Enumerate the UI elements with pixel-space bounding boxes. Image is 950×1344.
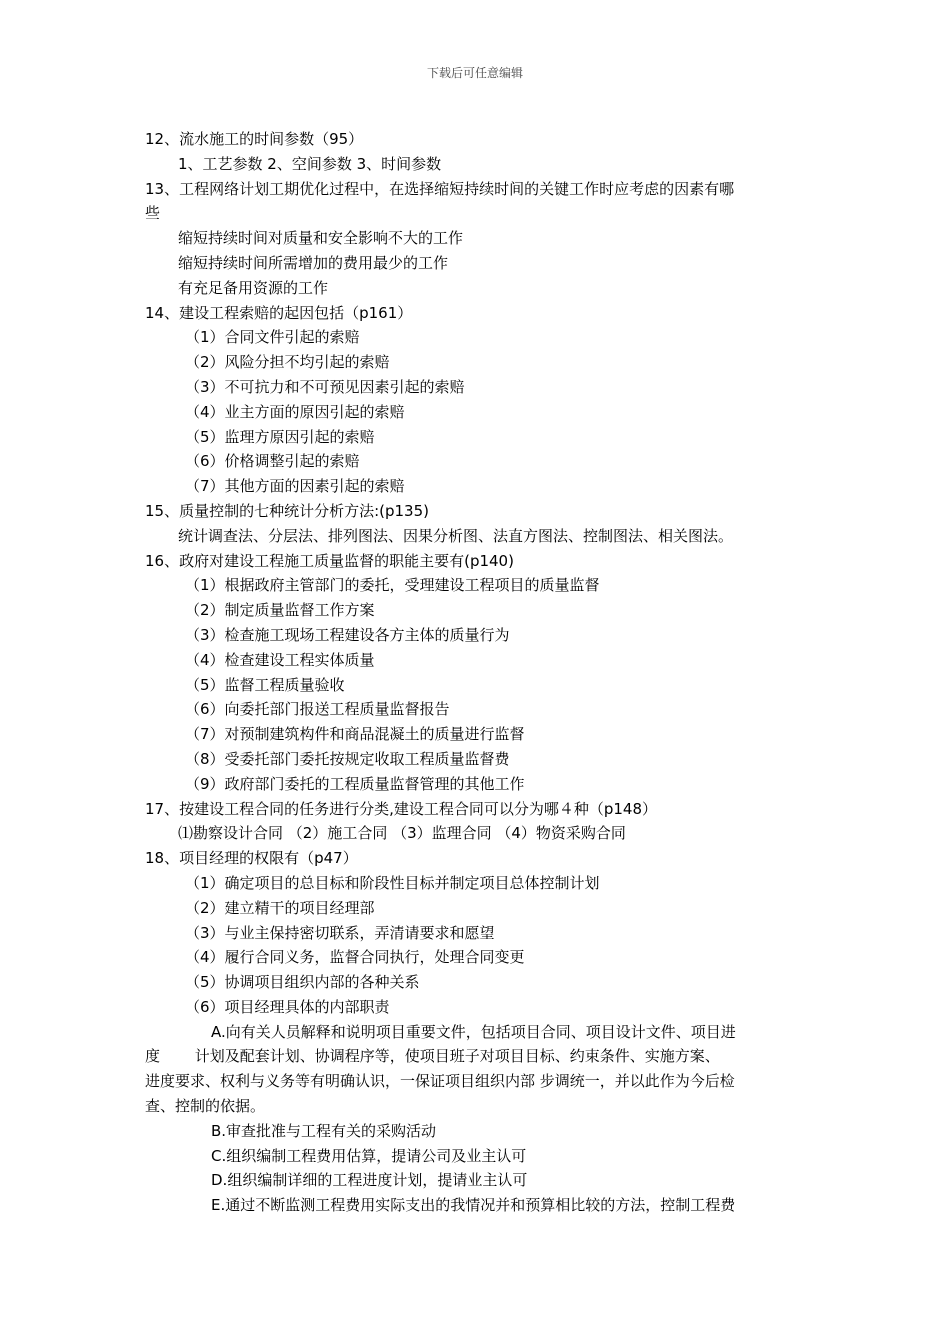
list-item: （3）不可抗力和不可预见因素引起的索赔 xyxy=(185,377,465,396)
list-item: （1）合同文件引起的索赔 xyxy=(185,328,360,347)
duty-d: D.组织编制详细的工程进度计划，提请业主认可 xyxy=(211,1171,528,1190)
duty-a-line-3: 进度要求、权利与义务等有明确认识，一保证项目组织内部 步调统一，并以此作为今后检 xyxy=(145,1072,735,1091)
answer-13-2: 缩短持续时间所需增加的费用最少的工作 xyxy=(178,253,449,272)
list-item: （1）根据政府主管部门的委托，受理建设工程项目的质量监督 xyxy=(185,576,600,595)
list-item: （6）价格调整引起的索赔 xyxy=(185,452,360,471)
duty-c: C.组织编制工程费用估算，提请公司及业主认可 xyxy=(211,1146,527,1165)
answer-13-3: 有充足备用资源的工作 xyxy=(178,278,329,297)
question-17: 17、按建设工程合同的任务进行分类,建设工程合同可以分为哪４种（p148） xyxy=(145,799,658,818)
list-item: （7）对预制建筑构件和商品混凝土的质量进行监督 xyxy=(185,725,525,744)
answer-17: ⑴勘察设计合同 （2）施工合同 （3）监理合同 （4）物资采购合同 xyxy=(178,824,626,843)
document-body xyxy=(145,127,815,1218)
page-header: 下载后可任意编辑 xyxy=(426,66,523,80)
list-item: （8）受委托部门委托按规定收取工程质量监督费 xyxy=(185,749,510,768)
duty-e: E.通过不断监测工程费用实际支出的我情况并和预算相比较的方法，控制工程费 xyxy=(211,1196,736,1215)
duty-a-line-2: 度 计划及配套计划、协调程序等，使项目班子对项目目标、约束条件、实施方案、 xyxy=(145,1047,720,1066)
question-15: 15、质量控制的七种统计分析方法:(p135) xyxy=(145,501,429,520)
list-item: （9）政府部门委托的工程质量监督管理的其他工作 xyxy=(185,774,525,793)
list-item: （5）监理方原因引起的索赔 xyxy=(185,427,375,446)
list-item: （5）协调项目组织内部的各种关系 xyxy=(185,973,420,992)
question-14: 14、建设工程索赔的起因包括（p161） xyxy=(145,303,413,322)
list-item: （2）风险分担不均引起的索赔 xyxy=(185,353,390,372)
list-item: （6）向委托部门报送工程质量监督报告 xyxy=(185,700,450,719)
question-13-cont: 些 xyxy=(145,204,161,223)
list-item: （4）履行合同义务，监督合同执行，处理合同变更 xyxy=(185,948,525,967)
question-16: 16、政府对建设工程施工质量监督的职能主要有(p140) xyxy=(145,551,514,570)
list-item: （7）其他方面的因素引起的索赔 xyxy=(185,477,405,496)
answer-12: 1、工艺参数 2、空间参数 3、时间参数 xyxy=(178,154,442,173)
list-item: （2）制定质量监督工作方案 xyxy=(185,601,375,620)
list-item: （1）确定项目的总目标和阶段性目标并制定项目总体控制计划 xyxy=(185,873,600,892)
list-item: （2）建立精干的项目经理部 xyxy=(185,898,375,917)
list-item: （4）业主方面的原因引起的索赔 xyxy=(185,402,405,421)
question-12: 12、流水施工的时间参数（95） xyxy=(145,130,364,148)
answer-13-1: 缩短持续时间对质量和安全影响不大的工作 xyxy=(178,229,464,248)
question-13: 13、工程网络计划工期优化过程中，在选择缩短持续时间的关键工作时应考虑的因素有哪 xyxy=(145,179,735,198)
list-item: （3）检查施工现场工程建设各方主体的质量行为 xyxy=(185,625,510,644)
answer-15: 统计调查法、分层法、排列图法、因果分析图、法直方图法、控制图法、相关图法。 xyxy=(178,526,734,545)
list-item: （5）监督工程质量验收 xyxy=(185,675,345,694)
list-item: （4）检查建设工程实体质量 xyxy=(185,650,375,669)
duty-a-line-4: 查、控制的依据。 xyxy=(145,1097,266,1116)
question-18: 18、项目经理的权限有（p47） xyxy=(145,849,358,868)
duty-a-line-1: A.向有关人员解释和说明项目重要文件，包括项目合同、项目设计文件、项目进 xyxy=(211,1022,736,1041)
list-item: （6）项目经理具体的内部职责 xyxy=(185,997,390,1016)
duty-b: B.审查批准与工程有关的采购活动 xyxy=(211,1121,437,1140)
list-item: （3）与业主保持密切联系，弄清请要求和愿望 xyxy=(185,923,495,942)
